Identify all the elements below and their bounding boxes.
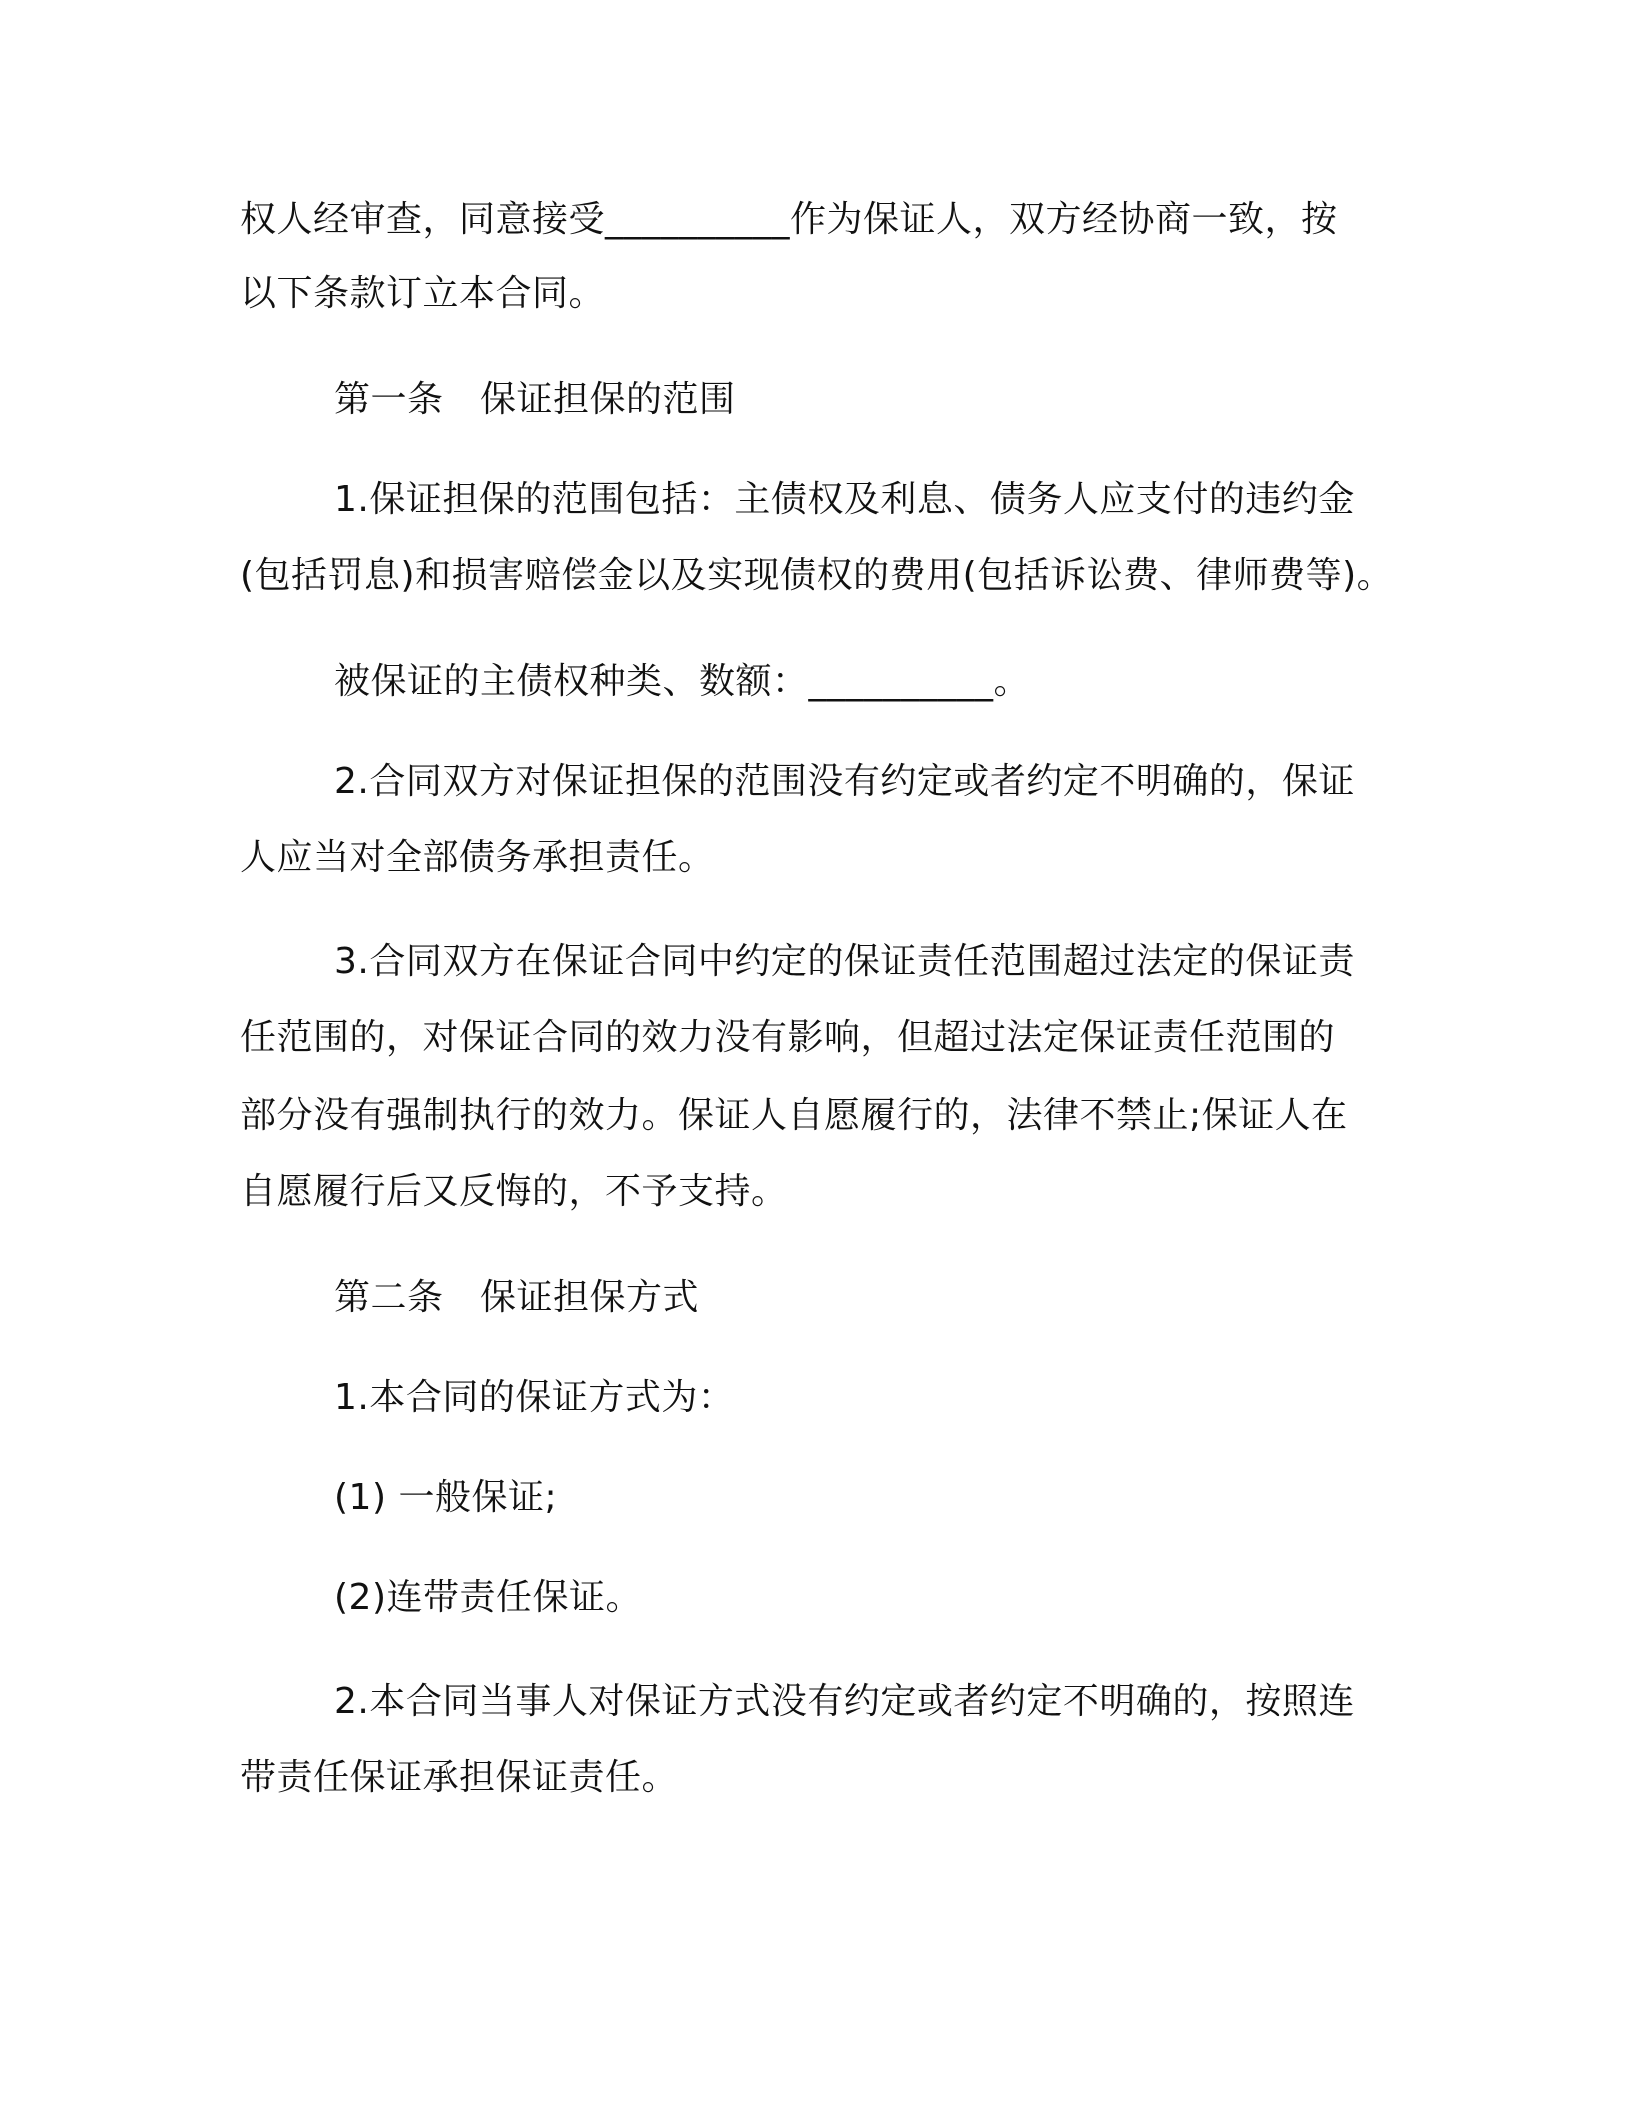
clause-text-line: 任范围的，对保证合同的效力没有影响，但超过法定保证责任范围的 [240, 1017, 1336, 1058]
clause-text-line: 3.合同双方在保证合同中约定的保证责任范围超过法定的保证责 [334, 941, 1355, 982]
article-heading: 第一条 保证担保的范围 [334, 379, 736, 420]
clause-text-line: (2)连带责任保证。 [334, 1577, 642, 1618]
clause-text-line: 带责任保证承担保证责任。 [240, 1757, 679, 1798]
clause-text-line: (1) 一般保证; [334, 1477, 558, 1518]
body-text-line: 以下条款订立本合同。 [240, 273, 606, 314]
clause-text-line: 1.本合同的保证方式为： [334, 1377, 735, 1418]
clause-text-line: 2.合同双方对保证担保的范围没有约定或者约定不明确的，保证 [334, 761, 1355, 802]
body-text-line: 权人经审查，同意接受__________作为保证人，双方经协商一致，按 [240, 199, 1338, 240]
clause-text-line: 1.保证担保的范围包括：主债权及利息、债务人应支付的违约金 [334, 479, 1355, 520]
clause-text-line: 自愿履行后又反悔的，不予支持。 [240, 1171, 788, 1212]
clause-text-line: 2.本合同当事人对保证方式没有约定或者约定不明确的，按照连 [334, 1681, 1355, 1722]
article-heading: 第二条 保证担保方式 [334, 1277, 700, 1318]
clause-text-line: 部分没有强制执行的效力。保证人自愿履行的，法律不禁止;保证人在 [240, 1095, 1348, 1136]
clause-text-line: 人应当对全部债务承担责任。 [240, 837, 715, 878]
clause-text-line: (包括罚息)和损害赔偿金以及实现债权的费用(包括诉讼费、律师费等)。 [240, 555, 1394, 596]
clause-text-line: 被保证的主债权种类、数额：__________。 [334, 661, 1031, 702]
